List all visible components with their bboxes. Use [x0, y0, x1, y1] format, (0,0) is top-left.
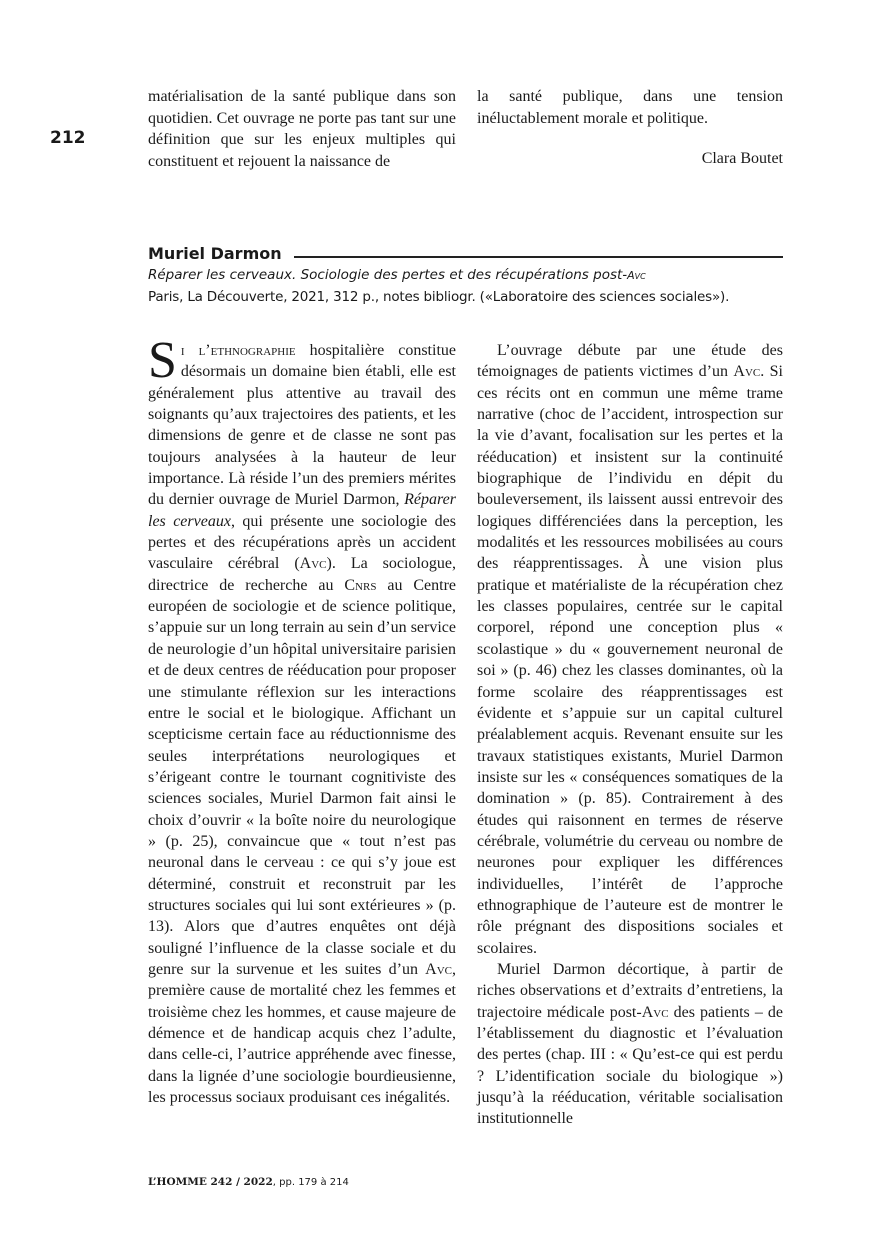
text-run: L’ouvrage débute par une étude des témoignages de patients victimes d’un: [477, 342, 783, 381]
reviewer-signature: Clara Boutet: [701, 150, 783, 167]
abbreviation: Avc: [733, 363, 761, 381]
previous-review-text-right: la santé publique, dans une tension inéluctablement morale et politique.: [477, 88, 783, 127]
book-title-abbrev: Avc: [627, 269, 646, 282]
lead-small-caps: i l’ethnographie: [180, 342, 296, 359]
text-run: . Si ces récits ont en commun une même trame narrative (choc de l’accident, introspection sur la vie d’avant, focalisation sur les pertes et la rééducation) et insistent sur la continuité biographique de l’individu en dépit du bouleversement, ils laissent aussi entrevoir des logiques différenciées dans la perception, les modalités et les ressources mobilisées au cours des réapprentissages. À une vision plus pratique et matérialiste de la récupération chez les classes populaires, centrée sur le capital corporel, répond une conception plus « scolastique » du « gouvernement neuronal de soi » (p. 46) chez les classes dominantes, où la forme scolaire des réapprentissages est évidente et s’appuie sur un capital culturel préalablement acquis. Revenant ensuite sur les travaux statistiques existants, Muriel Darmon insiste sur les « conséquences somatiques de la domination » (p. 85). Contrairement à des études qui raisonnent en termes de réserve cérébrale, volumétrie du cerveau ou nombre de neurones pour expliquer les différences individuelles, l’intérêt de l’approche ethnographique de l’auteure est de montrer le rôle prégnant des dispositions sociales et scolaires.: [477, 363, 783, 957]
paragraph-2: [477, 340, 783, 959]
abbreviation: Avc: [641, 1003, 669, 1021]
text-run: des patients – de l’établissement du diagnostic et l’évaluation des pertes (chap. III : « Qu’est-ce qui est perdu ? L’identification sociale du biologique ») jusqu’à la rééducation, véritable socialisation institutionnelle: [477, 1003, 783, 1128]
journal-name: L’HOMME 242 / 2022: [148, 1176, 273, 1188]
page-range: , pp. 179 à 214: [272, 1177, 349, 1188]
paragraph-1: [148, 332, 457, 1108]
book-author: Muriel Darmon: [148, 244, 282, 263]
text-run: , qui présente une sociologie des pertes et des récupérations après un accident vasculaire cérébral (: [148, 512, 456, 573]
review-column-right: [477, 340, 783, 1130]
review-header: [148, 244, 783, 264]
book-title-main: Réparer les cerveaux. Sociologie des pertes et des récupérations post-: [148, 267, 628, 283]
previous-review-text-left: matérialisation de la santé publique dans son quotidien. Cet ouvrage ne porte pas tant sur une définition que sur les enjeux multiples qui constituent et rejouent la naissance de: [148, 88, 456, 170]
book-title: [148, 265, 788, 286]
text-run: , première cause de mortalité chez les femmes et troisième chez les hommes, et cause majeure de démence et de handicap acquis chez l’adulte, dans celle-ci, l’autrice appréhende avec finesse, dans la lignée d’une sociologie bourdieusienne, les processus sociaux produisant ces inégalités.: [148, 960, 456, 1107]
text-run: Muriel Darmon décortique, à partir de riches observations et d’extraits d’entretiens, la trajectoire médicale post-: [477, 960, 783, 1021]
paragraph-3: [477, 959, 783, 1130]
drop-cap: S: [148, 332, 177, 389]
abbreviation: Avc: [299, 555, 327, 573]
text-run: ). La sociologue, directrice de recherche au: [148, 555, 456, 594]
page-number: 212: [50, 128, 86, 148]
header-rule: [294, 256, 783, 258]
italic-book-title: Réparer les cerveaux: [148, 491, 456, 530]
abbreviation: Cnrs: [344, 576, 377, 594]
text-run: au Centre européen de sociologie et de science politique, s’appuie sur un long terrain au sein d’un service de neurologie d’un hôpital universitaire parisien et de deux centres de rééducation pour proposer une stimulante réflexion sur les interactions entre le social et le biologique. Affichant un scepticisme certain face au réductionnisme des seules interprétations neurologiques et s’érigeant contre le tournant cognitiviste des sciences sociales, Muriel Darmon fait ainsi le choix d’ouvrir « la boîte noire du neurologique » (p. 25), convaincue que « tout n’est pas neuronal dans le cerveau : ce qui s’y joue est déterminé, construit et reconstruit par les structures sociales qui lui sont extérieures » (p. 13). Alors que d’autres enquêtes ont déjà souligné l’influence de la classe sociale et du genre sur la survenue et les suites d’un: [148, 576, 457, 978]
publication-info: Paris, La Découverte, 2021, 312 p., notes bibliogr. («Laboratoire des sciences sociales»).: [148, 289, 730, 305]
journal-footer: [148, 1176, 349, 1188]
review-column-left: [148, 332, 457, 1108]
text-run: hospitalière constitue désormais un domaine bien établi, elle est généralement plus attentive au travail des soignants qu’aux trajectoires des patients, et les dimensions de genre et de classe ne sont pas toujours analysées à la hauteur de leur importance. Là réside l’un des premiers mérites du dernier ouvrage de Muriel Darmon,: [148, 342, 456, 509]
abbreviation: Avc: [425, 960, 452, 978]
